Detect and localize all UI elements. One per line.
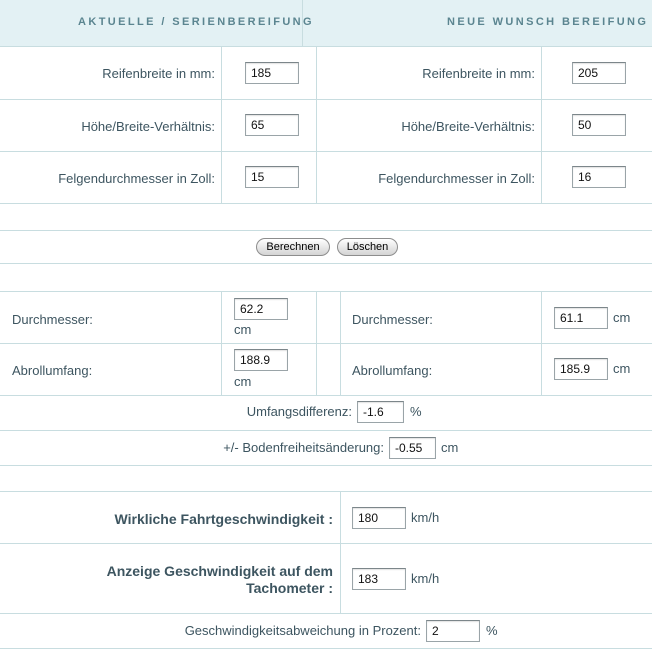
new-circumference-output[interactable] [554, 358, 608, 380]
new-rim-label: Felgendurchmesser in Zoll: [378, 171, 535, 186]
divider [0, 395, 652, 396]
displayed-speed-output[interactable] [352, 568, 406, 590]
real-speed-unit: km/h [411, 510, 440, 525]
new-width-input[interactable] [572, 62, 626, 84]
new-tires-heading: NEUE WUNSCH BEREIFUNG [447, 16, 649, 28]
new-ratio-input[interactable] [572, 114, 626, 136]
divider [0, 99, 652, 100]
divider [0, 203, 652, 204]
divider [541, 291, 542, 395]
displayed-speed-label: Anzeige Geschwindigkeit auf dem [106, 563, 333, 579]
displayed-speed-label-line2: Tachometer : [246, 580, 333, 596]
new-ratio-label: Höhe/Breite-Verhältnis: [401, 119, 535, 134]
current-tires-heading: AKTUELLE / SERIENBEREIFUNG [78, 16, 314, 28]
current-ratio-input[interactable] [245, 114, 299, 136]
divider [221, 291, 222, 395]
divider [340, 491, 341, 613]
circumference-diff-output[interactable] [357, 401, 404, 423]
divider [0, 343, 652, 344]
clearance-change-unit: cm [441, 440, 459, 455]
divider [221, 46, 222, 203]
divider [0, 151, 652, 152]
divider [0, 613, 652, 614]
displayed-speed-unit: km/h [411, 571, 440, 586]
divider [316, 46, 317, 203]
divider [0, 648, 652, 649]
calculate-button[interactable]: Berechnen [256, 238, 330, 256]
real-speed-label: Wirkliche Fahrtgeschwindigkeit : [114, 511, 333, 527]
divider [0, 491, 652, 492]
new-rim-input[interactable] [572, 166, 626, 188]
current-rim-input[interactable] [245, 166, 299, 188]
new-circumference-unit: cm [613, 361, 631, 376]
divider [340, 291, 341, 395]
divider [541, 46, 542, 203]
divider [0, 291, 652, 292]
new-circumference-label: Abrollumfang: [352, 363, 433, 378]
current-width-input[interactable] [245, 62, 299, 84]
divider [0, 430, 652, 431]
current-rim-label: Felgendurchmesser in Zoll: [58, 171, 215, 186]
current-diameter-output[interactable] [234, 298, 288, 320]
divider [0, 263, 652, 264]
current-diameter-unit: cm [234, 322, 252, 337]
new-width-label: Reifenbreite in mm: [422, 66, 535, 81]
speed-deviation-label: Geschwindigkeitsabweichung in Prozent: [184, 623, 421, 638]
divider [0, 543, 652, 544]
real-speed-input[interactable] [352, 507, 406, 529]
current-diameter-label: Durchmesser: [12, 312, 93, 327]
divider [0, 230, 652, 231]
circumference-diff-label: Umfangsdifferenz: [246, 404, 352, 419]
divider [0, 46, 652, 47]
current-circumference-output[interactable] [234, 349, 288, 371]
speed-deviation-unit: % [486, 623, 498, 638]
clearance-change-label: +/- Bodenfreiheitsänderung: [223, 440, 384, 455]
divider [0, 465, 652, 466]
speed-deviation-output[interactable] [426, 620, 480, 642]
current-width-label: Reifenbreite in mm: [102, 66, 215, 81]
new-diameter-label: Durchmesser: [352, 312, 433, 327]
current-circumference-unit: cm [234, 374, 252, 389]
clear-button[interactable]: Löschen [337, 238, 398, 256]
circumference-diff-unit: % [410, 404, 422, 419]
new-diameter-output[interactable] [554, 307, 608, 329]
current-circumference-label: Abrollumfang: [12, 363, 93, 378]
divider [316, 291, 317, 395]
clearance-change-output[interactable] [389, 437, 436, 459]
new-diameter-unit: cm [613, 310, 631, 325]
current-ratio-label: Höhe/Breite-Verhältnis: [81, 119, 215, 134]
